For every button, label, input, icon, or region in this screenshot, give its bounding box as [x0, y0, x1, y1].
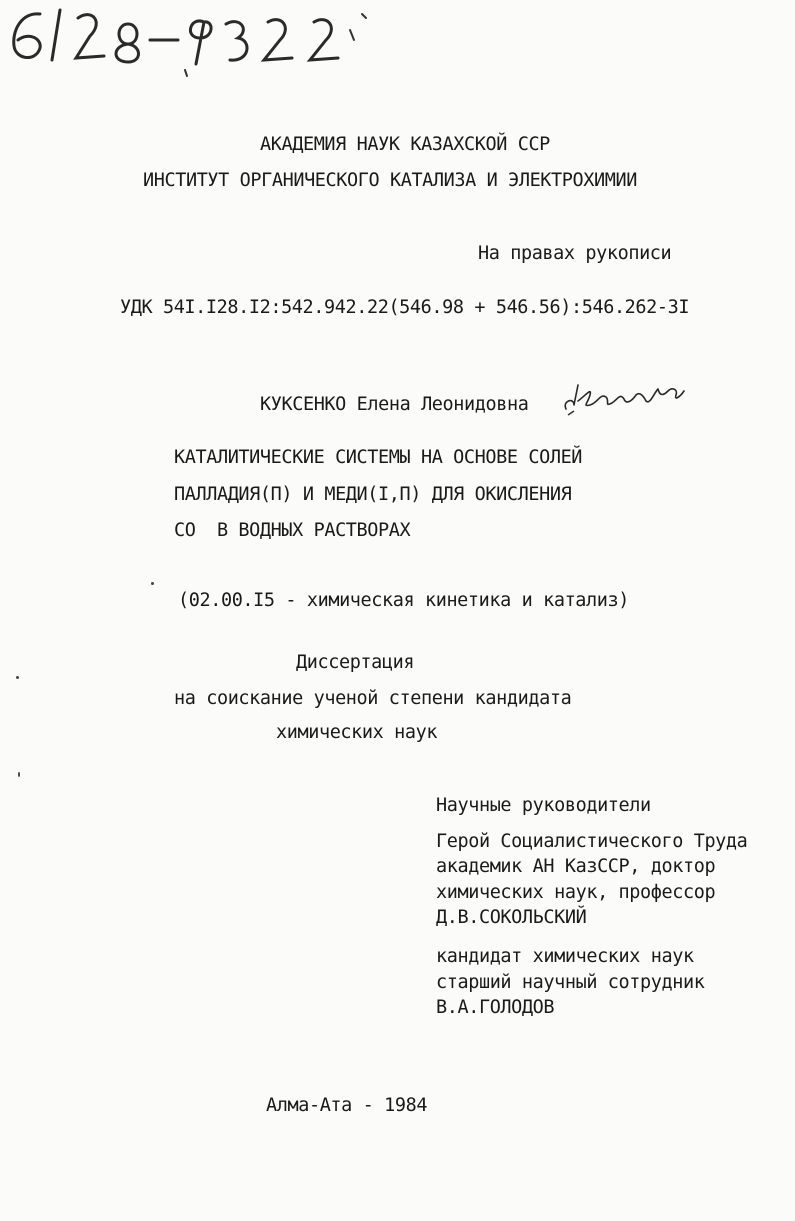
page-speck — [151, 582, 154, 585]
page-speck — [18, 772, 20, 777]
supervisor-1-line-1: Герой Социалистического Труда — [436, 831, 748, 852]
author-signature — [560, 375, 690, 420]
udc-code: УДК 54I.I28.I2:542.942.22(546.98 + 546.56):546.262-3I — [120, 297, 690, 318]
supervisor-2-line-2: старший научный сотрудник — [436, 972, 705, 993]
academy-heading: АКАДЕМИЯ НАУК КАЗАХСКОЙ ССР — [260, 134, 550, 155]
supervisor-1-line-2: академик АН КазССР, доктор — [436, 856, 716, 877]
degree-line-1: Диссертация — [296, 652, 415, 673]
handwritten-archive-number — [0, 0, 380, 80]
supervisor-1-name: Д.В.СОКОЛЬСКИЙ — [436, 907, 587, 928]
title-line-2: ПАЛЛАДИЯ(П) И МЕДИ(I,П) ДЛЯ ОКИСЛЕНИЯ — [174, 484, 572, 505]
author-name: КУКСЕНКО Елена Леонидовна — [260, 394, 529, 415]
title-line-1: КАТАЛИТИЧЕСКИЕ СИСТЕМЫ НА ОСНОВЕ СОЛЕЙ — [174, 447, 583, 468]
degree-line-3: химических наук — [276, 722, 438, 743]
supervisor-2-name: В.А.ГОЛОДОВ — [436, 997, 555, 1018]
institute-heading: ИНСТИТУТ ОРГАНИЧЕСКОГО КАТАЛИЗА И ЭЛЕКТРОХИМИИ — [143, 170, 637, 191]
page-speck — [16, 676, 19, 679]
supervisor-1-line-3: химических наук, профессор — [436, 882, 716, 903]
degree-line-2: на соискание ученой степени кандидата — [174, 688, 572, 709]
place-and-year: Алма-Ата - 1984 — [266, 1095, 428, 1116]
title-line-3: СО В ВОДНЫХ РАСТВОРАХ — [174, 520, 411, 541]
specialty-code: (02.00.I5 - химическая кинетика и катализ) — [178, 590, 629, 611]
supervisor-2-line-1: кандидат химических наук — [436, 946, 694, 967]
rights-notice: На правах рукописи — [478, 243, 672, 264]
supervisors-heading: Научные руководители — [436, 795, 651, 816]
